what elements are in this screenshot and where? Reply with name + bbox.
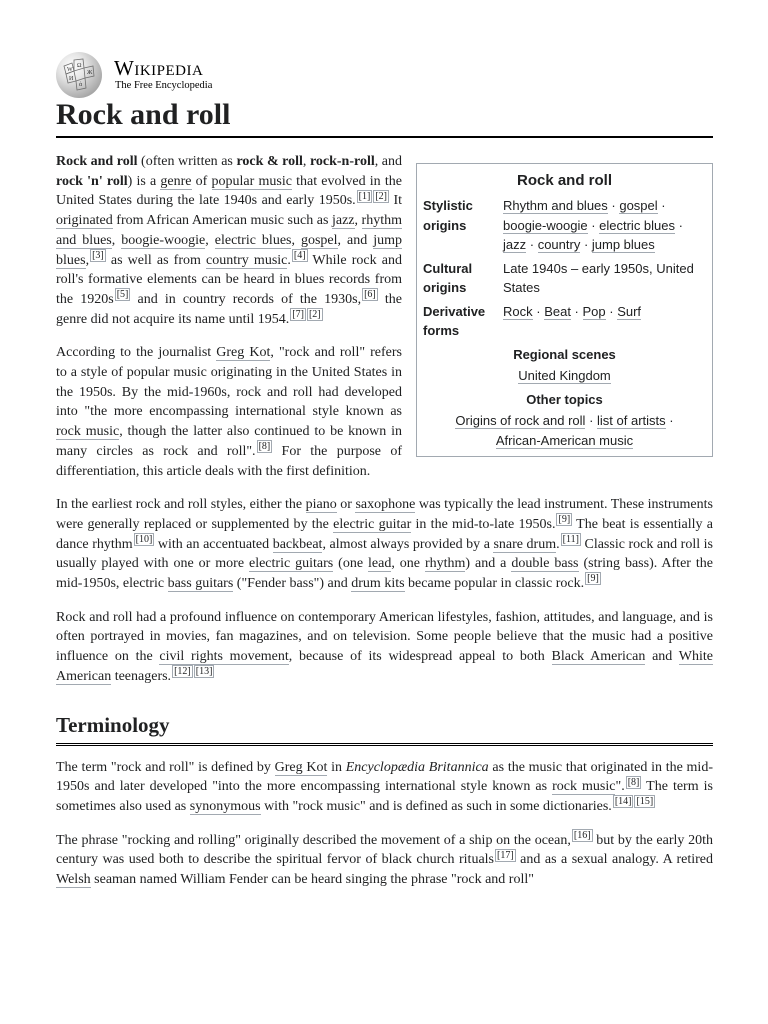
infobox-link[interactable]: electric blues (599, 217, 676, 233)
article-link[interactable]: gospel (300, 232, 338, 248)
infobox-row-derivative (423, 302, 706, 341)
citation-link[interactable]: [8] (258, 441, 271, 453)
infobox-link[interactable]: Pop (582, 303, 606, 319)
paragraph-influence: Rock and roll had a profound influence on contemporary American lifestyles, fashion, attitudes, and language, and is often portrayed in movies, fan magazines, and on television. Some people believe that the music had a positive influence on the civil rights movement, because of its widespread appeal to both Black American and White American teenagers. [12] [13] (56, 609, 713, 684)
infobox-value: Rock · Beat · Pop · Surf (503, 303, 642, 319)
infobox-link[interactable]: gospel (619, 198, 658, 213)
infobox-regional-list (423, 366, 706, 386)
article-link[interactable]: bass guitars (167, 576, 234, 592)
section-heading-terminology: Terminology (56, 711, 713, 746)
infobox-link[interactable]: boogie-woogie (503, 217, 588, 233)
infobox-row-stylistic (423, 196, 706, 255)
site-tagline: The Free Encyclopedia (115, 80, 213, 91)
article-link[interactable]: Greg Kot (216, 345, 271, 361)
citation-link[interactable]: [7] (292, 308, 304, 320)
citation-link[interactable]: [4] (293, 249, 306, 261)
article-link[interactable]: originated (56, 213, 113, 229)
infobox-other-list: Origins of rock and roll · list of artists · African-American music (455, 413, 674, 448)
article-link[interactable]: genre (160, 173, 192, 189)
article-link[interactable]: piano (305, 497, 337, 513)
svg-text:И: И (69, 76, 74, 82)
infobox (416, 163, 713, 457)
svg-text:ά: ά (79, 82, 83, 88)
infobox-link[interactable]: jazz (503, 237, 527, 252)
infobox-link[interactable]: African-American music (495, 432, 634, 448)
citation-link[interactable]: [14] (614, 796, 632, 808)
citation-link[interactable]: [11] (562, 534, 579, 545)
citation-link[interactable]: [8] (627, 776, 640, 788)
infobox-link[interactable]: Surf (617, 303, 642, 319)
paragraph-term: The term "rock and roll" is defined by Greg Kot in Encyclopædia Britannica as the music that originated in the mid-1950s and later developed "into the more encompassing international style known as rock music". [8] The term is sometimes also used as synonymous with "rock music" and is defined as such in some dictionaries. [14] [15] (56, 759, 713, 814)
infobox-heading-other: Other topics (526, 391, 603, 407)
citation-link[interactable]: [3] (92, 249, 104, 261)
article-link[interactable]: rock music (56, 424, 120, 440)
paragraph-phrase: The phrase "rocking and rolling" originally described the movement of a ship on the ocean, [16] but by the early 20th century was used both to describe the spiritual fervor of black church rituals [17] and as a sexual analogy. A retired Welsh seaman named William Fender can be heard singing the phrase "rock and roll" (56, 830, 713, 888)
page-title: Rock and roll (56, 96, 713, 138)
article-link[interactable]: rock music (552, 779, 616, 795)
article-link[interactable]: Welsh (56, 872, 91, 888)
article-link[interactable]: Greg Kot (274, 759, 328, 775)
infobox-heading-regional: Regional scenes (513, 346, 616, 362)
article-body (56, 152, 713, 904)
infobox-label: Cultural origins (423, 260, 473, 295)
infobox-label: Stylistic origins (423, 198, 473, 233)
article-link[interactable]: jump blues (56, 232, 403, 268)
infobox-row-cultural (423, 259, 706, 298)
paragraph-instruments: In the earliest rock and roll styles, either the piano or saxophone was typically the lead instrument. These instruments were generally replaced or supplemented by the electric guitar in the mid-to-late 1950s. [9] The beat is essentially a dance rhythm [10] with an accentuated backbeat, almost always provided by a snare drum. [11] Classic rock and roll is usually played with one or more electric guitars (one lead, one rhythm) and a double bass (string bass). After the mid-1950s, electric bass guitars ("Fender bass") and drum kits became popular in classic rock. [9] (56, 497, 714, 592)
svg-text:Ж: Ж (87, 70, 93, 76)
citation-link[interactable]: [15] (636, 796, 654, 808)
infobox-link[interactable]: Rock (503, 303, 533, 319)
article-link[interactable]: double bass (511, 556, 579, 572)
article-link[interactable]: popular music (211, 173, 292, 189)
infobox-link[interactable]: Beat (544, 303, 571, 319)
article-link[interactable]: lead (368, 556, 392, 572)
citation-link[interactable]: [9] (558, 514, 571, 526)
article-link[interactable]: Black American (551, 649, 646, 665)
infobox-title: Rock and roll (516, 172, 613, 189)
paragraph-intro: Rock and roll (often written as rock & roll, rock-n-roll, and rock 'n' roll) is a genre of popular music that evolved in the United States during the late 1940s and early 1950s. [1] [2] It originated from African American music such as jazz, rhythm and blues, boogie-woogie, electric blues, gospel, and jump blues, [3] as well as from country music. [4] While rock and roll's formative elements can be heard in blues records from the 1920s [5] and in country records of the 1930s, [6] the genre did not acquire its name until 1954. [7] [2] (56, 154, 403, 327)
article-link[interactable]: electric blues (214, 232, 292, 248)
citation-link[interactable]: [10] (135, 534, 153, 545)
citation-link[interactable]: [5] (116, 289, 129, 301)
puzzle-globe-icon (56, 52, 102, 98)
citation-link[interactable]: [16] (573, 830, 591, 842)
svg-text:Ω: Ω (77, 63, 82, 69)
infobox-value: Rhythm and blues · gospel · boogie-woogie · electric blues · jazz · country · jump blues (503, 198, 683, 252)
article-link[interactable]: jazz (331, 213, 355, 229)
citation-link[interactable]: [17] (497, 849, 514, 861)
svg-text:W: W (67, 67, 73, 73)
infobox-link[interactable]: Rhythm and blues (503, 198, 608, 213)
article-link[interactable]: White American (56, 649, 713, 684)
wikipedia-globe-logo[interactable] (56, 52, 102, 98)
infobox-link[interactable]: country (537, 237, 581, 252)
site-header (56, 52, 456, 96)
citation-link[interactable]: [2] (308, 308, 321, 320)
article-link[interactable]: boogie-woogie (121, 232, 206, 248)
infobox-value: Late 1940s – early 1950s, United States (503, 260, 694, 295)
article-link[interactable]: snare drum (493, 536, 557, 552)
wikipedia-wordmark[interactable]: Wikipedia (114, 56, 204, 80)
infobox-label: Derivative forms (423, 303, 486, 338)
citation-link[interactable]: [13] (195, 666, 213, 678)
article-link[interactable]: drum kits (351, 576, 405, 592)
article-link[interactable]: electric guitar (333, 516, 412, 532)
article-link[interactable]: synonymous (189, 798, 261, 814)
article-link[interactable]: rhythm and blues (56, 213, 402, 248)
infobox-link[interactable]: jump blues (591, 237, 655, 252)
paragraph-kot: According to the journalist Greg Kot, "rock and roll" refers to a style of popular music originating in the United States in the 1950s. By the mid-1960s, rock and roll had developed into "the more encompassing international style known as rock music, though the latter also continued to be known in many circles as rock and roll". [8] For the purpose of differentiation, this article deals with the first definition. (56, 345, 402, 479)
citation-link[interactable]: [2] (375, 190, 387, 202)
article-link[interactable]: country music (206, 252, 288, 268)
citation-link[interactable]: [6] (364, 289, 376, 301)
infobox-link[interactable]: United Kingdom (518, 368, 611, 383)
article-link[interactable]: saxophone (355, 497, 416, 513)
citation-link[interactable]: [12] (174, 666, 191, 678)
article-link[interactable]: backbeat (272, 536, 323, 552)
infobox-link[interactable]: list of artists (597, 413, 666, 428)
article-link[interactable]: rhythm (424, 556, 466, 572)
citation-link[interactable]: [9] (587, 573, 599, 585)
article-link[interactable]: electric guitars (248, 556, 334, 572)
citation-link[interactable]: [1] (358, 190, 371, 202)
infobox-link[interactable]: Origins of rock and roll (455, 413, 586, 428)
article-link[interactable]: civil rights movement (159, 649, 289, 665)
